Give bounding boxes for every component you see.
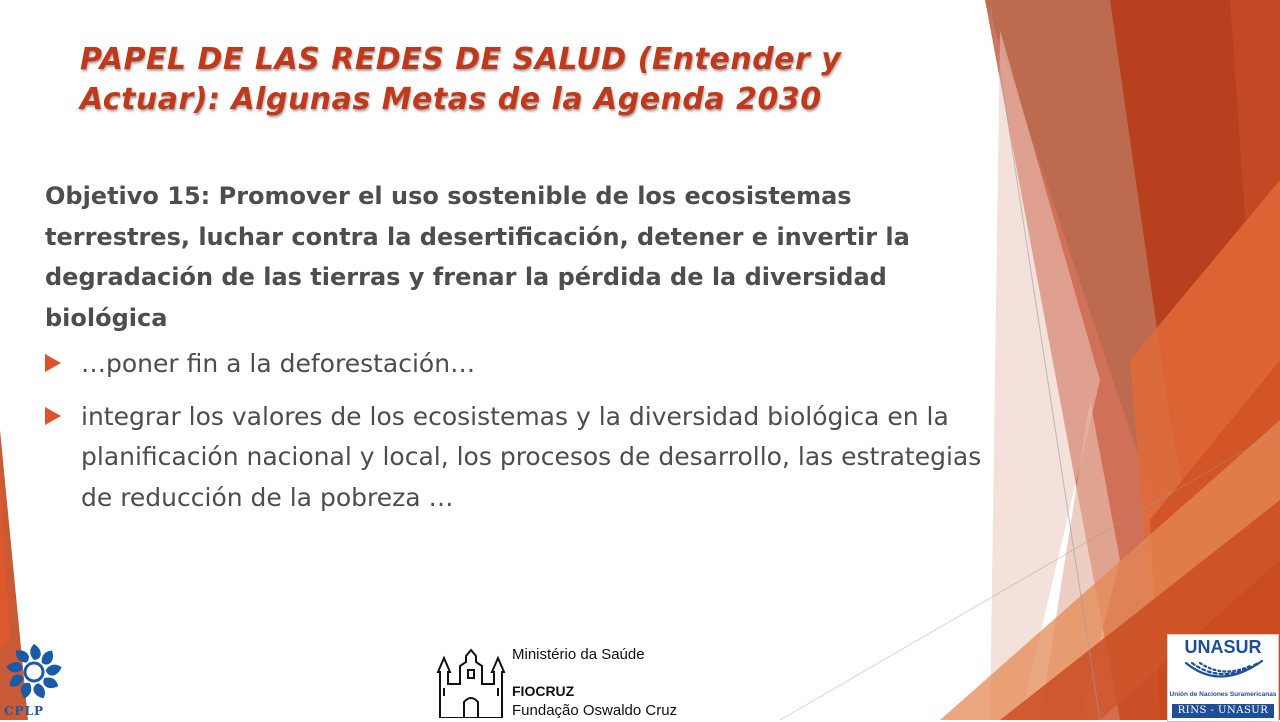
fiocruz-castle-icon — [436, 644, 506, 718]
unasur-subtitle: Unión de Naciones Suramericanas — [1169, 691, 1277, 698]
cplp-label: CPLP — [4, 704, 45, 718]
fiocruz-full-name-label: Fundação Oswaldo Cruz — [512, 702, 678, 719]
objective-text: Objetivo 15: Promover el uso sostenible de los ecosistemas terrestres, luchar contra la desertificación, detener e invertir la degradación de las tierras y frenar la pérdida de la diversidad biológica — [45, 182, 910, 332]
fiocruz-ministry-label: Ministério da Saúde — [512, 646, 645, 663]
bullet-text: integrar los valores de los ecosistemas y la diversidad biológica en la planificación nacional y local, los procesos de desarrollo, las estrategias de reducción de la pobreza … — [81, 401, 982, 512]
list-item — [45, 344, 995, 385]
unasur-title: UNASUR — [1184, 637, 1262, 657]
unasur-logo — [1167, 634, 1279, 722]
bullet-list — [45, 344, 995, 530]
triangle-bullet-icon — [45, 397, 81, 519]
unasur-swoosh-icon — [1180, 657, 1266, 689]
unasur-bar-label: RINS - UNASUR — [1172, 704, 1274, 718]
slide-title: PAPEL DE LAS REDES DE SALUD (Entender y Actuar): Algunas Metas de la Agenda 2030 — [80, 42, 842, 117]
bullet-text: …poner fin a la deforestación… — [81, 349, 476, 378]
triangle-bullet-icon — [45, 344, 81, 385]
list-item — [45, 397, 995, 519]
fiocruz-name-label: FIOCRUZ — [512, 683, 575, 699]
fiocruz-logo — [430, 640, 680, 720]
